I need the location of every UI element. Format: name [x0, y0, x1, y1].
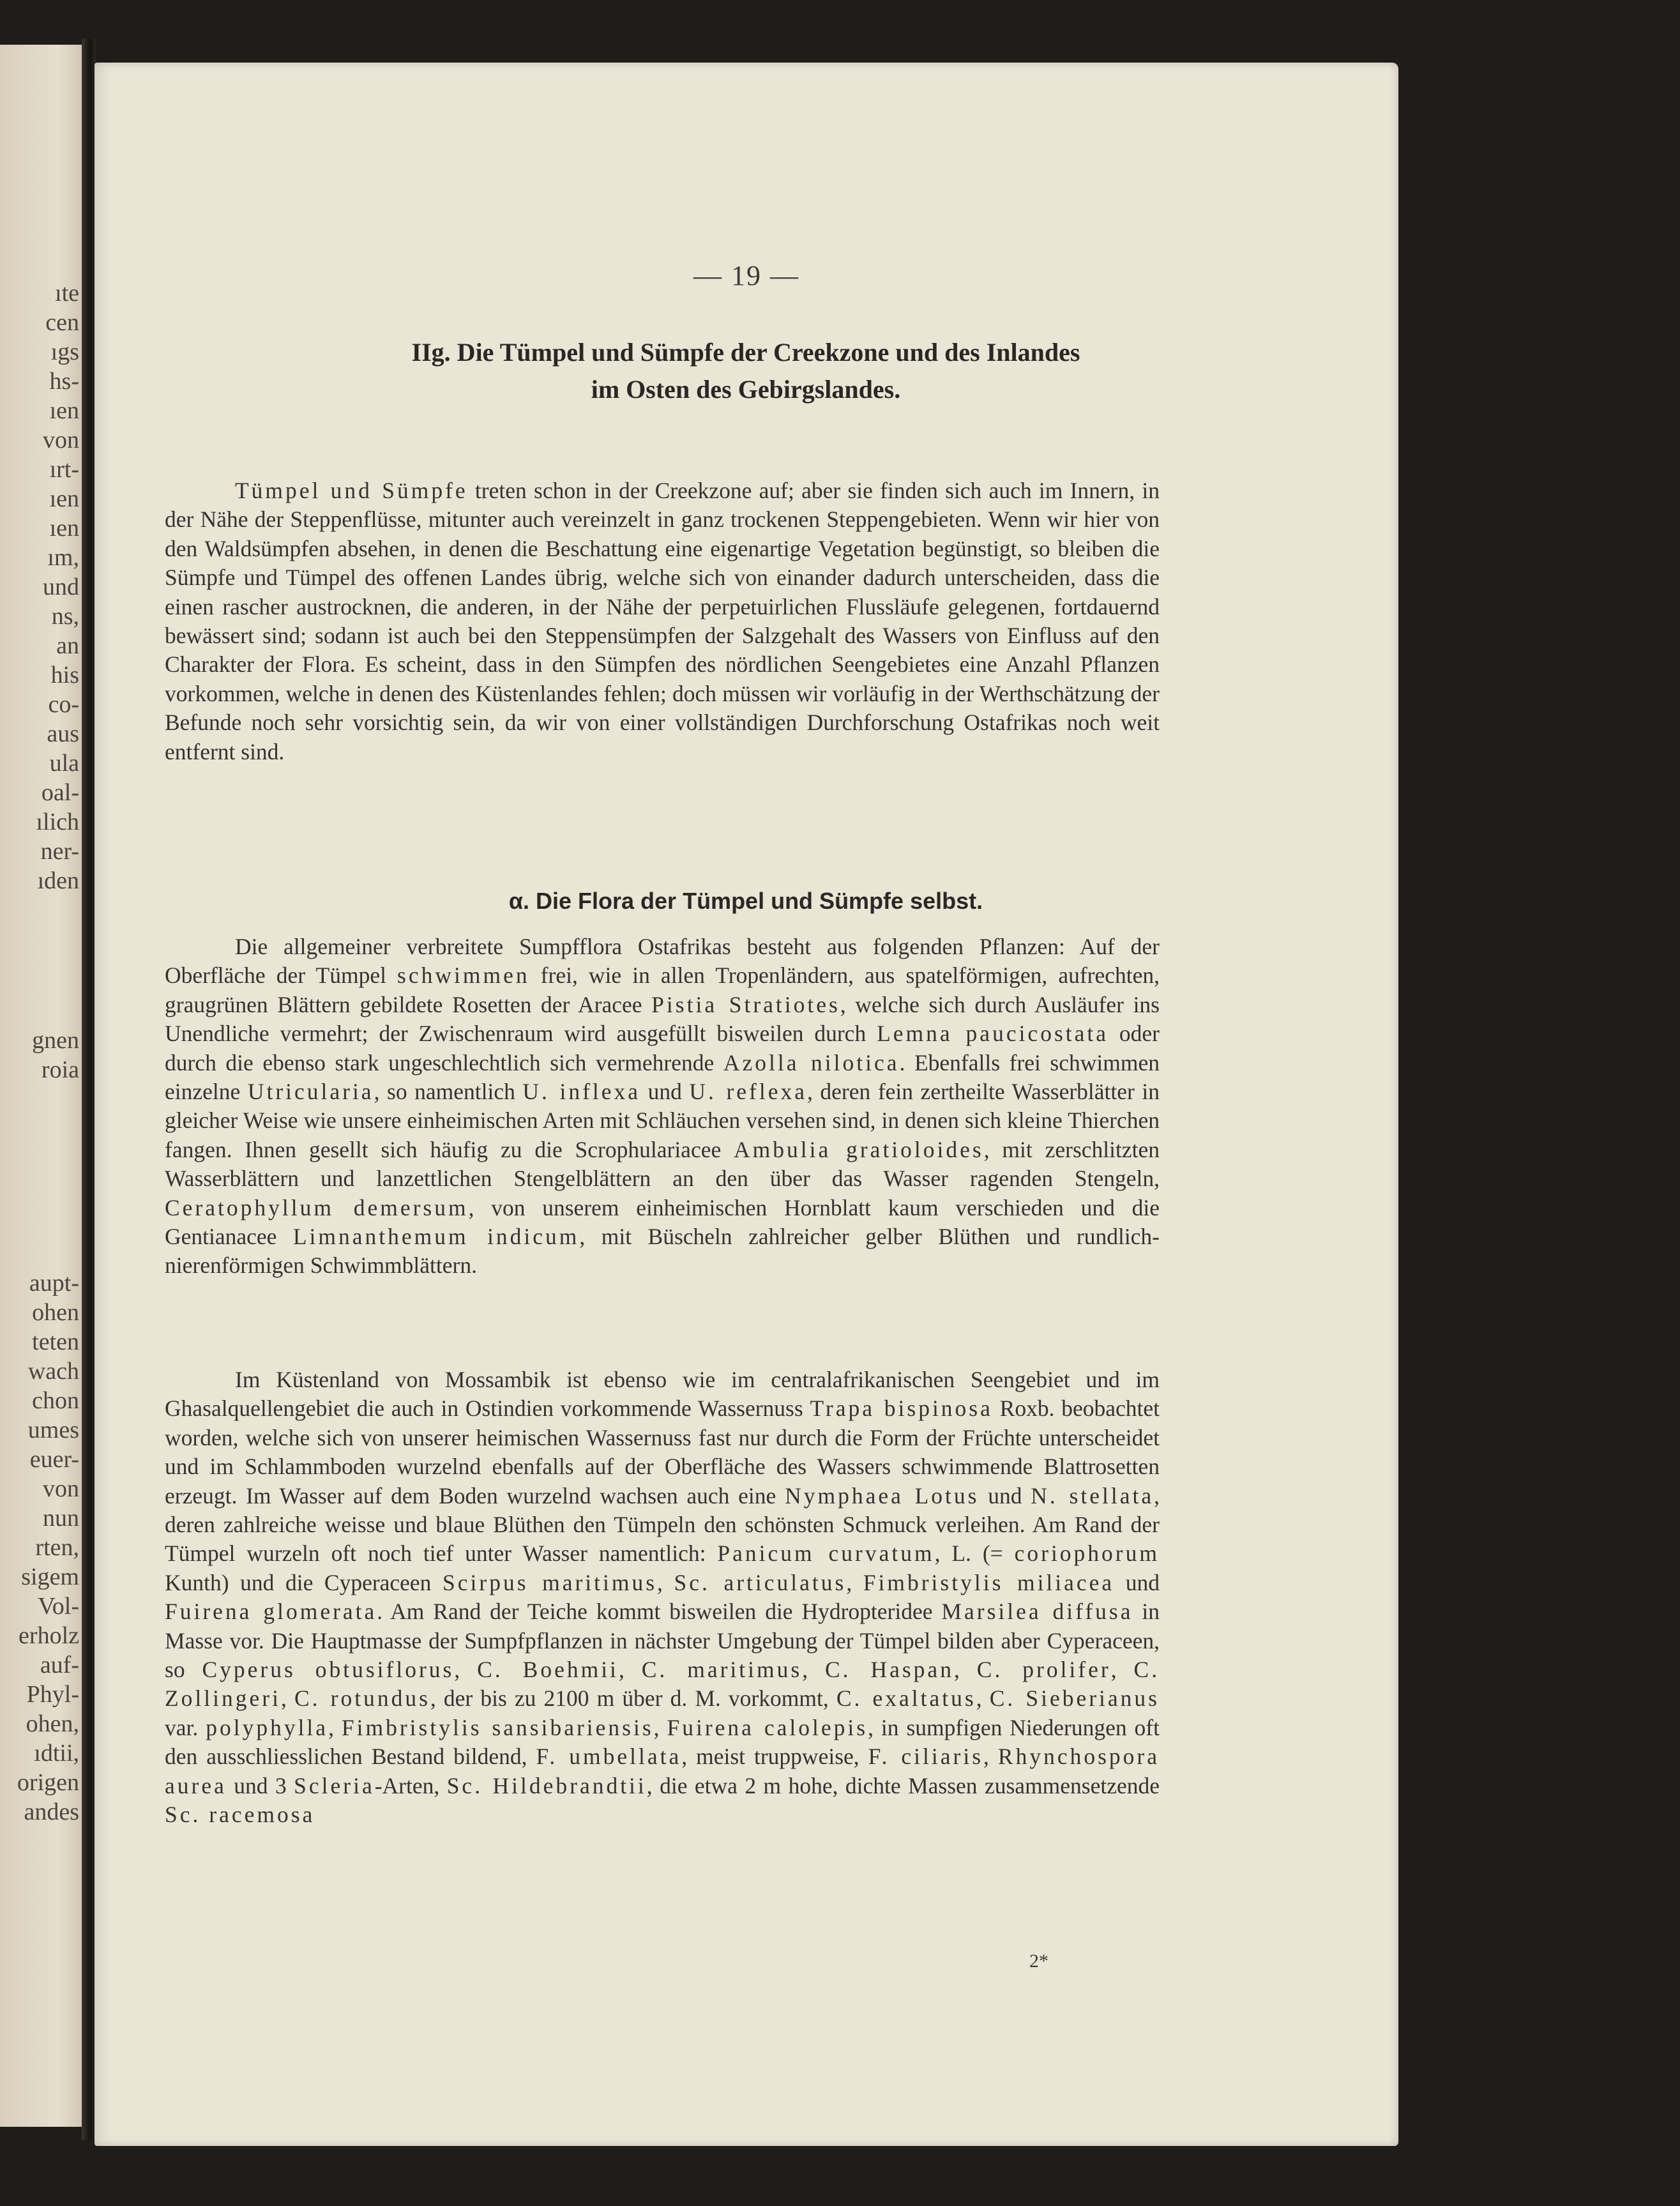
facing-page-fragment: his: [50, 662, 79, 688]
facing-page-fragment: ılich: [36, 809, 79, 835]
spaced-term: Pistia Stratiotes: [651, 991, 840, 1017]
book-page: [95, 63, 1398, 2146]
paragraph-text: ,: [618, 1657, 642, 1683]
facing-page-fragment: euer-: [29, 1446, 79, 1473]
spaced-term: C. exaltatus: [836, 1685, 976, 1712]
facing-page-fragment: Phyl-: [26, 1681, 79, 1708]
paragraph-text: , mit Büscheln zahlreicher gelber Blüthen und rundlich-nierenförmigen Schwimmblättern.: [165, 1224, 1160, 1279]
paragraph-text: frei, wie in allen Tropenländern, aus spatelförmigen, aufrechten, graugrünen Blättern gebildete Rosetten der Aracee: [165, 962, 1160, 1017]
spaced-term: Trapa bispinosa: [810, 1396, 993, 1422]
paragraph-text: und: [640, 1079, 690, 1105]
facing-page-fragment: von: [43, 427, 79, 453]
spaced-term: Rhynchospora aurea: [165, 1744, 1160, 1799]
facing-page-fragment: oal-: [41, 779, 79, 806]
facing-page-fragment: cen: [45, 309, 79, 336]
spaced-term: Limnanthemum indicum: [292, 1224, 580, 1250]
facing-page-fragment: ıdtii,: [34, 1740, 79, 1767]
paragraph-text: , welche sich durch Ausläufer ins Unendliche vermehrt; der Zwischenraum wird ausgefüllt bisweilen durch: [165, 991, 1160, 1047]
spaced-term: C. rotundus: [294, 1685, 430, 1712]
facing-page-fragment: ıen: [49, 515, 79, 542]
facing-page-fragment: wach: [27, 1358, 79, 1385]
facing-page-fragment: sigem: [21, 1563, 79, 1590]
paragraph-text: ,: [454, 1657, 478, 1683]
book-gutter: [82, 38, 96, 2140]
facing-page-fragment: ohen: [32, 1299, 79, 1326]
spaced-term: Cyperus obtusiflorus: [202, 1657, 455, 1683]
spaced-term: Fuirena glomerata: [165, 1599, 377, 1625]
facing-page-edge: [0, 45, 83, 2127]
paragraph-text: ,: [983, 1744, 998, 1770]
facing-page-fragment: ıte: [55, 280, 79, 307]
paragraph-text: var.: [165, 1714, 206, 1740]
facing-page-fragment: ım,: [47, 544, 79, 571]
facing-page-fragment: roia: [41, 1056, 79, 1083]
paragraph-mossambik: [165, 1365, 1160, 1830]
facing-page-fragment: andes: [24, 1799, 79, 1825]
spaced-term: C. maritimus: [641, 1657, 803, 1683]
paragraph-text: , L. (=: [934, 1540, 1015, 1567]
paragraph-text: ,: [846, 1569, 863, 1595]
spaced-term: Ambulia gratioloides: [734, 1136, 984, 1162]
section-title-line-1: IIg. Die Tümpel und Sümpfe der Creekzone und des Inlandes: [411, 338, 1080, 367]
paragraph-text: , in sumpfigen Niederungen oft den ausschliesslichen Bestand bildend,: [165, 1714, 1160, 1770]
facing-page-fragment: und: [43, 574, 79, 600]
spaced-term: F. umbellata: [536, 1744, 682, 1770]
facing-page-fragment: gnen: [32, 1027, 79, 1054]
paragraph-text: ,: [802, 1657, 825, 1683]
paragraph-text: und 3: [226, 1772, 294, 1799]
facing-page-fragment: ıden: [37, 867, 79, 894]
facing-page-fragment: rten,: [35, 1534, 79, 1561]
paragraph-text: , deren fein zertheilte Wasserblätter in gleicher Weise wie unsere einheimischen Arten mit Schläuchen versehen sind, in denen sich kleine Thierchen fangen. Ihnen gesellt sich häufig zu die Scrophulariacee: [165, 1079, 1160, 1162]
facing-page-fragment: von: [43, 1475, 79, 1502]
spaced-term: F. ciliaris: [868, 1744, 984, 1770]
spaced-term: Fimbristylis miliacea: [863, 1569, 1115, 1595]
facing-page-fragment: ıgs: [50, 339, 79, 365]
paragraph-text: Die allgemeiner verbreitete Sumpfflora Ostafrikas besteht aus folgenden Pflanzen: Auf der Oberfläche der Tümpel: [165, 934, 1160, 989]
spaced-term: Sc. Hildebrandtii: [446, 1772, 647, 1799]
spaced-term: coriophorum: [1014, 1540, 1160, 1567]
paragraph-text: Im Küstenland von Mossambik ist ebenso wie im centralafrikanischen Seengebiet und im Ghasalquellengebiet die auch in Ostindien vorkommende Wassernuss: [165, 1367, 1160, 1422]
paragraph-text: ,: [657, 1569, 674, 1595]
facing-page-fragment: origen: [17, 1769, 79, 1796]
spaced-term: Azolla nilotica: [723, 1049, 900, 1076]
paragraph-text: ,: [280, 1685, 294, 1712]
paragraph-text: treten schon in der Creekzone auf; aber sie finden sich auch im Innern, in der Nähe der Steppenflüsse, mitunter auch vereinzelt in ganz trockenen Steppengebieten. Wenn wir hier von den Waldsümpfen absehen, in denen die Beschattung eine eigenartige Vegetation begünstigt, so bleiben die Sümpfe und Tümpel des offenen Landes übrig, welche sich von einander dadurch unterscheiden, dass die einen rascher austrocknen, die anderen, in der Nähe der perpetuirlichen Flussläufe gelegenen, fortdauernd bewässert sind; sodann ist auch bei den Steppensümpfen der Salzgehalt des Wassers von Einfluss auf den Charakter der Flora. Es scheint, dass in den Sümpfen des nördlichen Seengebietes eine Anzahl Pflanzen vorkommen, welche in denen des Küstenlandes fehlen; doch müssen wir vorläufig in der Werthschätzung der Befunde noch sehr vorsichtig sein, da wir von einer vollständigen Durchforschung Ostafrikas noch weit entfernt sind.: [165, 478, 1160, 764]
spaced-term: Ceratophyllum demersum: [165, 1194, 469, 1221]
page-number: — 19 —: [693, 260, 799, 291]
facing-page-fragment: chon: [32, 1387, 79, 1414]
spaced-term: Scleria: [294, 1772, 375, 1799]
spaced-term: Nymphaea Lotus: [785, 1482, 980, 1509]
spaced-term: C. Sieberianus: [989, 1685, 1160, 1712]
spaced-term: Scirpus maritimus: [443, 1569, 658, 1595]
paragraph-text: Kunth) und die Cyperaceen: [165, 1569, 443, 1595]
facing-page-fragment: ula: [49, 750, 79, 777]
facing-page-fragment: co-: [48, 691, 79, 718]
facing-page-fragment: auf-: [40, 1652, 79, 1678]
paragraph-text: , deren zahlreiche weisse und blaue Blüthen den Tümpeln den schönsten Schmuck verleihen. Am Rand der Tümpel wurzeln oft noch tief unter Wasser namentlich:: [165, 1482, 1160, 1567]
spaced-term: Tümpel und Sümpfe: [235, 478, 468, 503]
paragraph-text: Roxb. beobachtet worden, welche sich von unserer heimischen Wassernuss fast nur durch die Form der Früchte unterscheidet und im Schlammboden wurzelnd ebenfalls auf der Oberfläche des Wassers schwimmende Blattrosetten erzeugt. Im Wasser auf dem Boden wurzelnd wachsen auch eine: [165, 1396, 1160, 1509]
spaced-term: C. Haspan: [825, 1657, 954, 1683]
facing-page-fragment: ohen,: [26, 1710, 79, 1737]
spaced-term: C. Zollingeri: [165, 1657, 1160, 1712]
paragraph-text: , mit zerschlitzten Wasserblättern und lanzettlichen Stengelblättern an den über das Wasser ragenden Stengeln,: [165, 1136, 1160, 1192]
facing-page-fragment: ns,: [51, 603, 79, 630]
section-title: [158, 334, 1333, 408]
spaced-term: U. reflexa: [689, 1079, 807, 1105]
spaced-term: C. Boehmii: [477, 1657, 619, 1683]
paragraph-text: ,: [328, 1714, 342, 1740]
facing-page-fragment: hs-: [49, 368, 79, 395]
paragraph-text: -Arten,: [374, 1772, 447, 1799]
facing-page-fragment: ıen: [49, 485, 79, 512]
spaced-term: Fimbristylis sansibariensis: [341, 1714, 654, 1740]
facing-page-fragment: ıen: [49, 397, 79, 424]
spaced-term: Lemna paucicostata: [877, 1021, 1109, 1047]
paragraph-text: oder durch die ebenso stark ungeschlechtlich sich vermehrende: [165, 1021, 1160, 1076]
spaced-term: Utricularia: [247, 1079, 374, 1105]
facing-page-fragment: ner-: [40, 838, 79, 865]
facing-page-fragment: aus: [47, 720, 79, 747]
facing-page-fragment: an: [56, 632, 79, 659]
section-title-line-2: im Osten des Gebirgslandes.: [591, 375, 901, 404]
paragraph-text: , der bis zu 2100 m über d. M. vorkommt,: [430, 1685, 836, 1712]
facing-page-fragment: umes: [27, 1417, 79, 1443]
spaced-term: Sc. racemosa: [165, 1802, 315, 1828]
paragraph-text: , die etwa 2 m hohe, dichte Massen zusammensetzende: [646, 1772, 1160, 1799]
spaced-term: Sc. articulatus: [674, 1569, 847, 1595]
facing-page-fragment: nun: [43, 1505, 79, 1532]
paragraph-text: und: [979, 1482, 1031, 1509]
paragraph-text: ,: [976, 1685, 990, 1712]
spaced-term: Marsilea diffusa: [941, 1599, 1133, 1625]
facing-page-fragment: ırt-: [49, 456, 79, 483]
spaced-term: polyphylla: [206, 1714, 329, 1740]
spaced-term: Fuirena calolepis: [667, 1714, 868, 1740]
paragraph-text: und: [1114, 1569, 1160, 1595]
signature-mark: 2*: [1029, 1951, 1048, 1972]
sub-heading: α. Die Flora der Tümpel und Sümpfe selbst.: [508, 888, 983, 914]
spaced-term: U. inflexa: [522, 1079, 641, 1105]
spaced-term: N. stellata: [1031, 1482, 1154, 1509]
paragraph-text: , meist truppweise,: [681, 1744, 868, 1770]
paragraph-text: ,: [953, 1657, 977, 1683]
spaced-term: Panicum curvatum: [717, 1540, 935, 1567]
paragraph-text: ,: [653, 1714, 667, 1740]
spaced-term: schwimmen: [397, 962, 530, 989]
paragraph-text: . Ebenfalls frei schwimmen einzelne: [165, 1049, 1160, 1105]
paragraph-text: , von unserem einheimischen Hornblatt kaum verschieden und die Gentianacee: [165, 1194, 1160, 1250]
paragraph-text: ,: [1110, 1657, 1134, 1683]
facing-page-fragment: Vol-: [38, 1593, 79, 1620]
paragraph-flora: [165, 932, 1160, 1281]
paragraph-text: . Am Rand der Teiche kommt bisweilen die Hydropteridee: [377, 1599, 942, 1625]
paragraph-text: , so namentlich: [374, 1079, 523, 1105]
facing-page-fragment: erholz: [19, 1622, 79, 1649]
facing-page-fragment: teten: [32, 1328, 79, 1355]
paragraph-text: in Masse vor. Die Hauptmasse der Sumpfpflanzen in nächster Umgebung der Tümpel bilden aber Cyperaceen, so: [165, 1599, 1160, 1683]
spaced-term: C. prolifer: [976, 1657, 1111, 1683]
facing-page-fragment: aupt-: [29, 1270, 79, 1297]
paragraph-intro: [165, 476, 1160, 766]
